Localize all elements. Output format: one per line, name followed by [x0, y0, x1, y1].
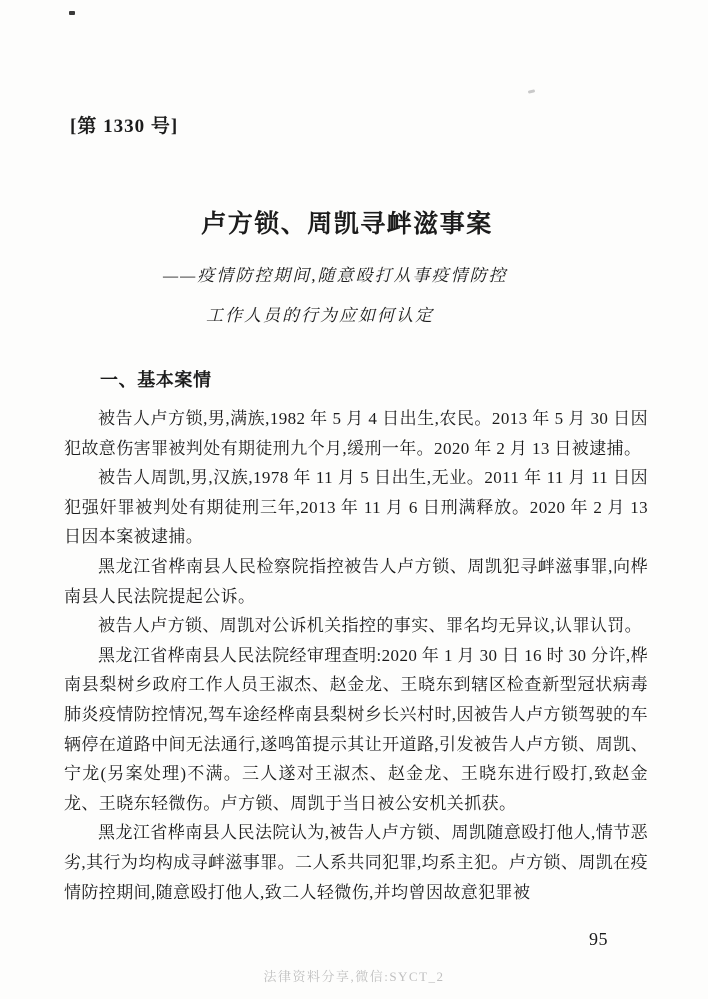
subtitle-line-1: ——疫情防控期间,随意殴打从事疫情防控 — [163, 266, 508, 285]
guiding-case-number: [第 1330 号] — [70, 116, 179, 137]
case-title: 卢方锁、周凯寻衅滋事案 — [201, 211, 493, 238]
paragraph-plea: 被告人卢方锁、周凯对公诉机关指控的事实、罪名均无异议,认罪认罚。 — [98, 616, 643, 636]
paragraph-defendant-lu: 被告人卢方锁,男,满族,1982 年 5 月 4 日出生,农民。2013 年 5 月 30 日因犯故意伤害罪被判处有期徒刑九个月,缓刑一年。2020 年 2 月 13 日被逮捕。 — [64, 409, 648, 458]
scan-speck — [528, 89, 535, 93]
scan-speck — [69, 11, 75, 15]
footer-watermark: 法律资料分享,微信:SYCT_2 — [263, 969, 445, 984]
paragraph-court-opinion: 黑龙江省桦南县人民法院认为,被告人卢方锁、周凯随意殴打他人,情节恶劣,其行为均构成寻衅滋事罪。二人系共同犯罪,均系主犯。卢方锁、周凯在疫情防控期间,随意殴打他人,致二人轻微伤,并均曾因故意犯罪被 — [64, 823, 648, 902]
case-subtitle — [163, 256, 507, 336]
paragraph-prosecution: 黑龙江省桦南县人民检察院指控被告人卢方锁、周凯犯寻衅滋事罪,向桦南县人民法院提起公诉。 — [64, 556, 648, 606]
paragraph-defendant-zhou: 被告人周凯,男,汉族,1978 年 11 月 5 日出生,无业。2011 年 11 月 11 日因犯强奸罪被判处有期徒刑三年,2013 年 11 月 6 日刑满释放。2020 年 2 月 13 日因本案被逮捕。 — [64, 468, 648, 547]
paragraph-court-findings: 黑龙江省桦南县人民法院经审理查明:2020 年 1 月 30 日 16 时 30 分许,桦南县梨树乡政府工作人员王淑杰、赵金龙、王晓东到辖区检查新型冠状病毒肺炎疫情防控情况,驾车途经桦南县梨树乡长兴村时,因被告人卢方锁驾驶的车辆停在道路中间无法通行,遂鸣笛提示其让开道路,引发被告人卢方锁、周凯、宁龙(另案处理)不满。三人遂对王淑杰、赵金龙、王晓东进行殴打,致赵金龙、王晓东轻微伤。卢方锁、周凯于当日被公安机关抓获。 — [64, 645, 648, 813]
case-body-text — [64, 404, 648, 907]
subtitle-line-2: 工作人员的行为应如何认定 — [206, 306, 434, 325]
section-heading-basic-facts: 一、基本案情 — [100, 370, 212, 390]
page-number: 95 — [589, 929, 608, 949]
